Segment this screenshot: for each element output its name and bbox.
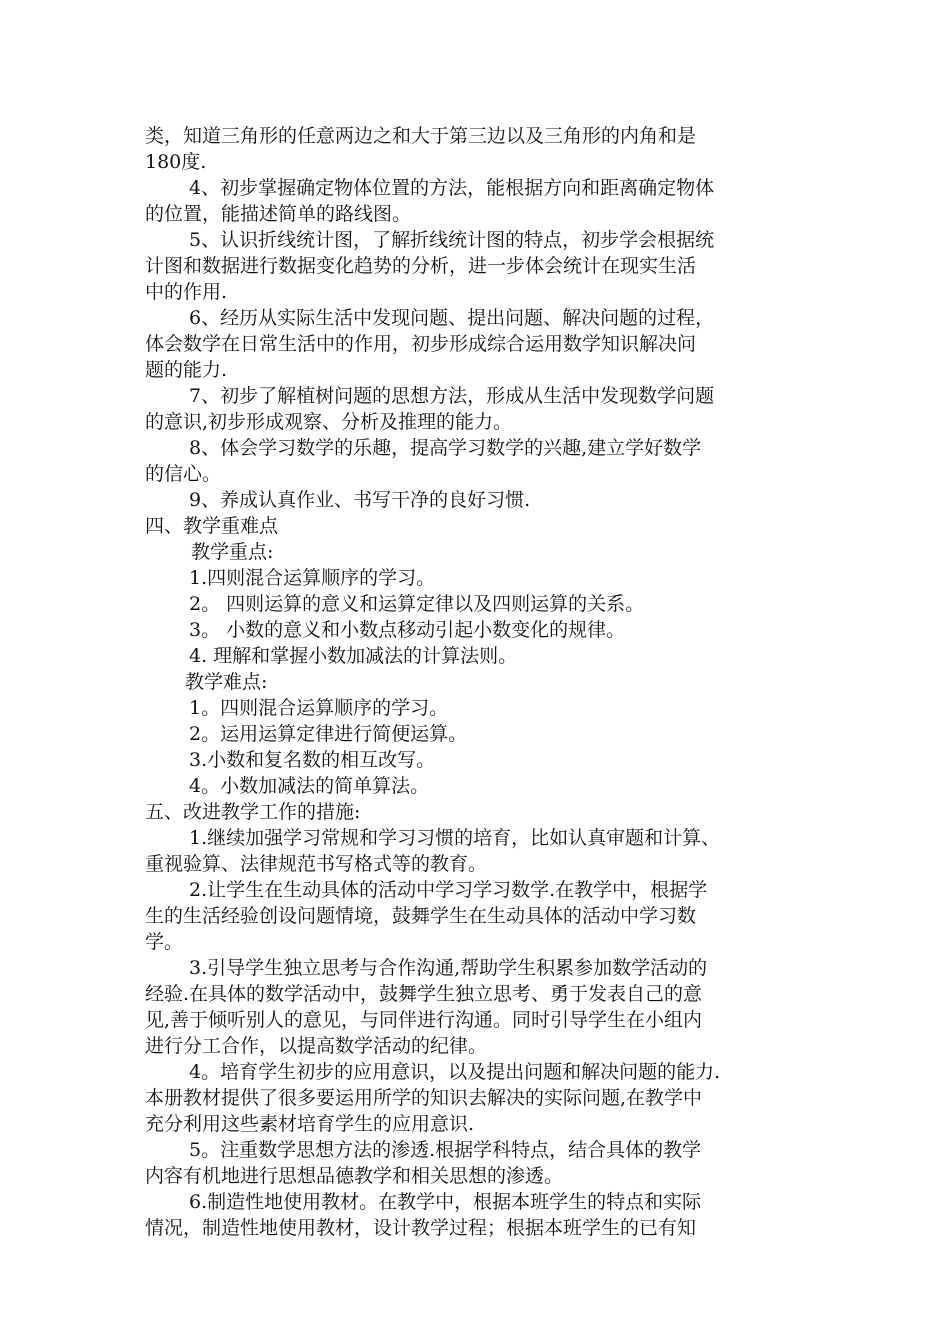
subsection-title: 教学重点: — [191, 541, 274, 563]
text-line: 1。四则混合运算顺序的学习。 — [189, 697, 449, 719]
subsection-title: 教学难点: — [185, 671, 268, 693]
text-line: 1.继续加强学习常规和学习习惯的培育，比如认真审题和计算、 — [189, 827, 721, 849]
text-line: 180度. — [145, 151, 207, 173]
text-line: 进行分工合作，以提高数学活动的纪律。 — [145, 1035, 488, 1057]
text-line: 4. 理解和掌握小数加减法的计算法则。 — [189, 645, 518, 667]
text-line: 3。 小数的意义和小数点移动引起小数变化的规律。 — [189, 619, 626, 641]
text-line: 体会数学在日常生活中的作用，初步形成综合运用数学知识解决问 — [145, 333, 697, 355]
text-line: 2.让学生在生动具体的活动中学习学习数学.在教学中，根据学 — [189, 879, 708, 901]
text-line: 计图和数据进行数据变化趋势的分析，进一步体会统计在现实生活 — [145, 255, 697, 277]
text-line: 重视验算、法律规范书写格式等的教育。 — [145, 853, 488, 875]
document-body — [145, 123, 835, 1241]
text-line: 生的生活经验创设问题情境，鼓舞学生在生动具体的活动中学习数 — [145, 905, 697, 927]
text-line: 的信心。 — [145, 463, 222, 485]
text-line: 5。注重数学思想方法的渗透.根据学科特点，结合具体的教学 — [189, 1139, 702, 1161]
text-line: 的位置，能描述简单的路线图。 — [145, 203, 412, 225]
text-line: 类，知道三角形的任意两边之和大于第三边以及三角形的内角和是 — [145, 125, 697, 147]
text-line: 1.四则混合运算顺序的学习。 — [189, 567, 436, 589]
text-line: 9、养成认真作业、书写干净的良好习惯. — [189, 489, 531, 511]
text-line: 2。 四则运算的意义和运算定律以及四则运算的关系。 — [189, 593, 645, 615]
text-line: 见,善于倾听别人的意见，与同伴进行沟通。同时引导学生在小组内 — [145, 1009, 703, 1031]
text-line: 6.制造性地使用教材。在教学中，根据本班学生的特点和实际 — [189, 1191, 702, 1213]
text-line: 4、初步掌握确定物体位置的方法，能根据方向和距离确定物体 — [189, 177, 715, 199]
text-line: 4。小数加减法的简单算法。 — [189, 775, 430, 797]
text-line: 7、初步了解植树问题的思想方法，形成从生活中发现数学问题 — [189, 385, 715, 407]
text-line: 6、经历从实际生活中发现问题、提出问题、解决问题的过程， — [189, 307, 715, 329]
text-line: 本册教材提供了很多要运用所学的知识去解决的实际问题,在教学中 — [145, 1087, 703, 1109]
text-line: 题的能力. — [145, 359, 228, 381]
text-line: 内容有机地进行思想品德教学和相关思想的渗透。 — [145, 1165, 564, 1187]
section-heading: 四、教学重难点 — [145, 515, 279, 537]
section-heading: 五、改进教学工作的措施: — [145, 801, 361, 823]
text-line: 中的作用. — [145, 281, 228, 303]
text-line: 学。 — [145, 931, 184, 953]
text-line: 充分利用这些素材培育学生的应用意识. — [145, 1113, 475, 1135]
text-line: 的意识,初步形成观察、分析及推理的能力。 — [145, 411, 513, 433]
text-line: 2。运用运算定律进行简便运算。 — [189, 723, 468, 745]
text-line: 4。培育学生初步的应用意识，以及提出问题和解决问题的能力. — [189, 1061, 721, 1083]
text-line: 情况，制造性地使用教材，设计教学过程；根据本班学生的已有知 — [145, 1217, 697, 1239]
text-line: 3.引导学生独立思考与合作沟通,帮助学生积累参加数学活动的 — [189, 957, 708, 979]
text-line: 3.小数和复名数的相互改写。 — [189, 749, 436, 771]
text-line: 经验.在具体的数学活动中，鼓舞学生独立思考、勇于发表自己的意 — [145, 983, 703, 1005]
text-line: 5、认识折线统计图，了解折线统计图的特点，初步学会根据统 — [189, 229, 715, 251]
text-line: 8、体会学习数学的乐趣，提高学习数学的兴趣,建立学好数学 — [189, 437, 702, 459]
